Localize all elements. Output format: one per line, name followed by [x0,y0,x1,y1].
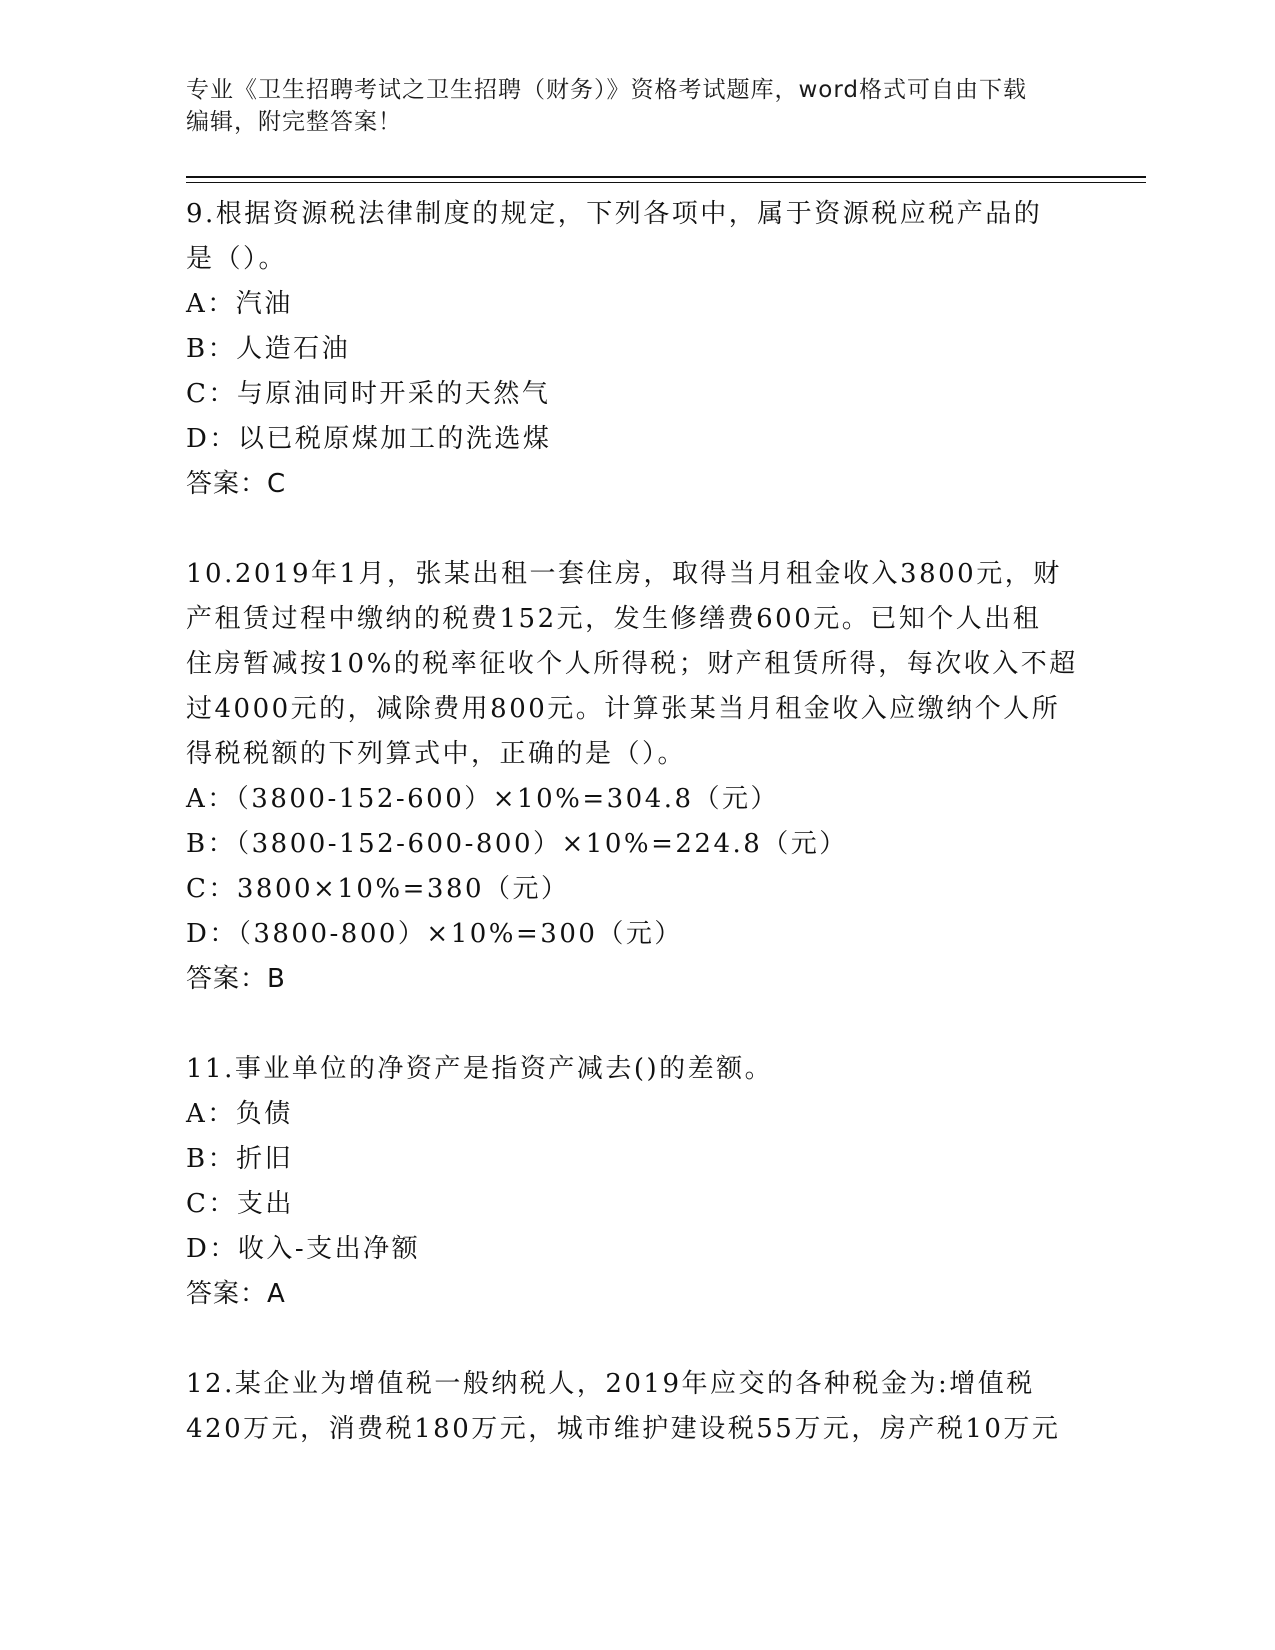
header-rule-thin [186,182,1146,183]
question-9 [186,192,1086,507]
question-gap [186,507,1086,552]
header-line-2: 编辑，附完整答案！ [186,109,402,135]
answer-line: 答案：C [186,469,287,499]
question-gap [186,1317,1086,1362]
question-stem-line: 9.根据资源税法律制度的规定，下列各项中，属于资源税应税产品的 [186,199,1043,229]
question-stem-line: 12.某企业为增值税一般纳税人，2019年应交的各种税金为:增值税 [186,1369,1035,1399]
question-11 [186,1047,1086,1317]
answer-line: 答案：B [186,964,286,994]
option-c: C：与原油同时开采的天然气 [186,379,551,409]
question-stem-line: 住房暂减按10%的税率征收个人所得税；财产租赁所得，每次收入不超 [186,649,1078,679]
question-stem-line: 过4000元的，减除费用800元。计算张某当月租金收入应缴纳个人所 [186,694,1061,724]
option-a: A：（3800-152-600）×10%=304.8（元） [186,784,780,814]
question-stem-line: 是（）。 [186,244,288,274]
option-c: C：支出 [186,1189,294,1219]
option-b: B：（3800-152-600-800）×10%=224.8（元） [186,829,848,859]
header-line-1: 专业《卫生招聘考试之卫生招聘（财务）》资格考试题库，word格式可自由下载 [186,77,1028,103]
option-b: B：人造石油 [186,334,351,364]
option-d: D：收入-支出净额 [186,1234,421,1264]
option-c: C：3800×10%=380（元） [186,874,570,904]
question-12 [186,1362,1086,1452]
question-stem-line: 10.2019年1月，张某出租一套住房，取得当月租金收入3800元，财 [186,559,1062,589]
question-10 [186,552,1086,1002]
question-list [186,192,1086,1452]
question-stem-line: 得税税额的下列算式中，正确的是（）。 [186,739,687,769]
answer-line: 答案：A [186,1279,286,1309]
option-d: D：（3800-800）×10%=300（元） [186,919,683,949]
document-header [186,74,1086,138]
option-b: B：折旧 [186,1144,294,1174]
question-stem-line: 420万元，消费税180万元，城市维护建设税55万元，房产税10万元 [186,1414,1061,1444]
question-stem-line: 产租赁过程中缴纳的税费152元，发生修缮费600元。已知个人出租 [186,604,1042,634]
option-a: A：负债 [186,1099,293,1129]
option-d: D：以已税原煤加工的洗选煤 [186,424,552,454]
question-gap [186,1002,1086,1047]
header-rule-thick [186,176,1146,178]
option-a: A：汽油 [186,289,293,319]
question-stem-line: 11.事业单位的净资产是指资产减去()的差额。 [186,1054,774,1084]
